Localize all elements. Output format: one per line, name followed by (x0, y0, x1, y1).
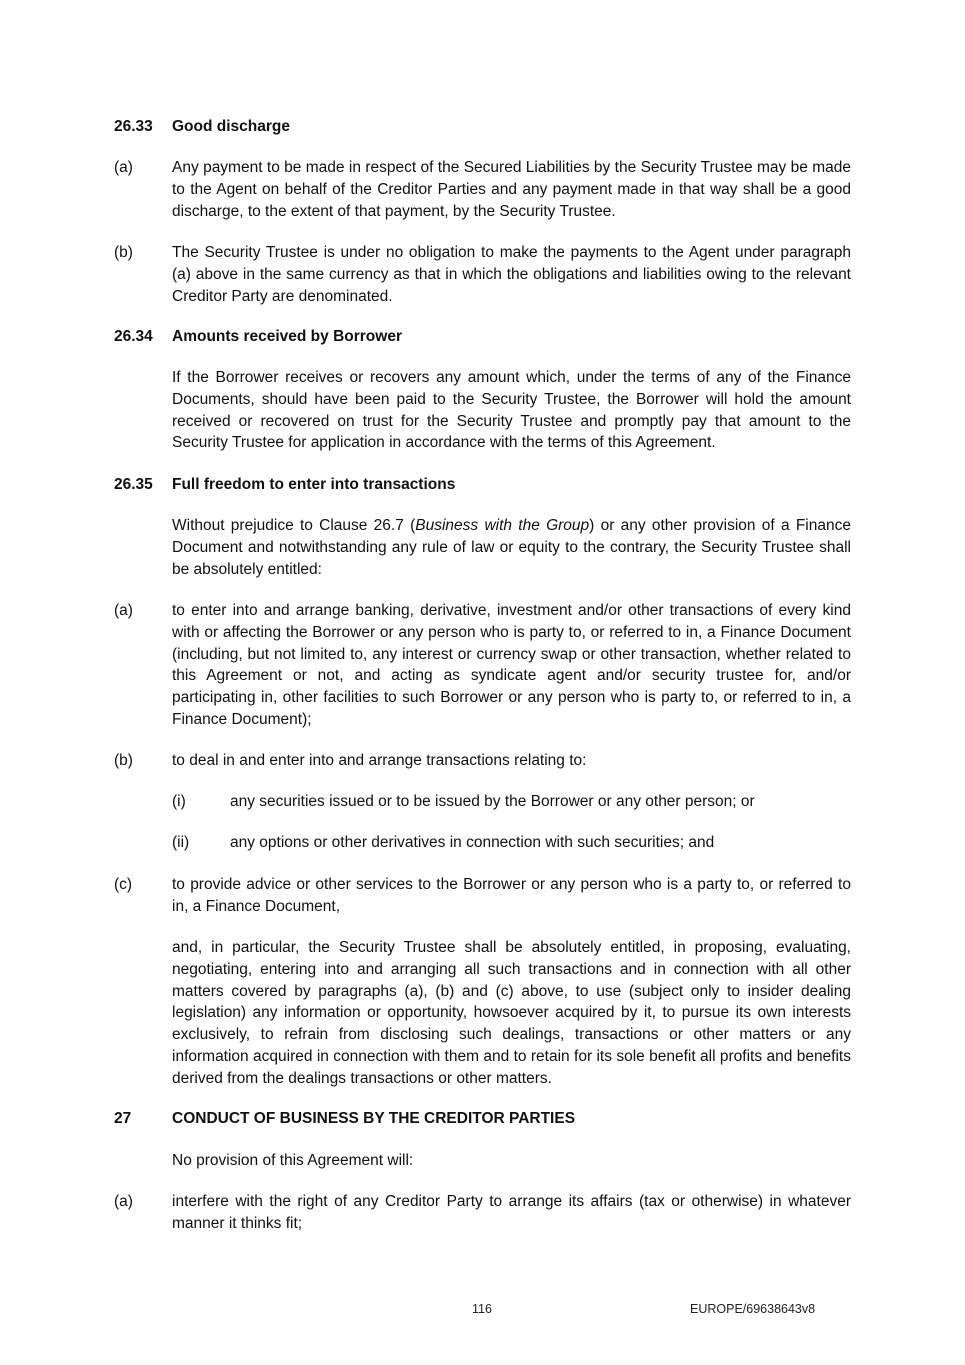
paragraph-text: to deal in and enter into and arrange transactions relating to: (172, 752, 587, 769)
paragraph-label: (a) (114, 602, 133, 619)
paragraph-26-35-intro (172, 515, 851, 580)
clause-title: Good discharge (172, 118, 290, 135)
paragraph-text: interfere with the right of any Creditor Party to arrange its affairs (tax or otherwise) in whatever manner it thinks fit; (172, 1193, 851, 1232)
subparagraph-label: (i) (172, 793, 186, 810)
subparagraph-text: any securities issued or to be issued by the Borrower or any other person; or (230, 793, 755, 810)
paragraph-text: Any payment to be made in respect of the Secured Liabilities by the Security Trustee may be made to the Agent on behalf of the Creditor Parties and any payment made in that way shall be a good discharge, to the extent of that payment, by the Security Trustee. (172, 159, 851, 220)
paragraph-26-35-closing: and, in particular, the Security Trustee shall be absolutely entitled, in proposing, evaluating, negotiating, entering into and arranging all such transactions and in connection with all other matters covered by paragraphs (a), (b) and (c) above, to use (subject only to insider dealing legislation) any information or opportunity, howsoever acquired by it, to pursue its own interests exclusively, to refrain from disclosing such dealings, transactions or other matters or any information acquired in connection with them and to retain for its sole benefit all profits and benefits derived from the dealings transactions or other matters. (172, 939, 851, 1087)
document-reference: EUROPE/69638643v8 (690, 1302, 816, 1316)
paragraph-text: to enter into and arrange banking, derivative, investment and/or other transactions of every kind with or affecting the Borrower or any person who is party to, or referred to in, a Finance Document (including, but not limited to, any interest or currency swap or other transaction, whether related to this Agreement or not, and acting as syndicate agent and/or security trustee for, and/or participating in, other facilities to such Borrower or any person who is party to, or referred to in, a Finance Document); (172, 602, 851, 728)
paragraph-label: (a) (114, 1193, 133, 1210)
paragraph-text: to provide advice or other services to the Borrower or any person who is a party to, or referred to in, a Finance Document, (172, 876, 851, 915)
clause-number: 27 (114, 1110, 132, 1127)
clause-title: Full freedom to enter into transactions (172, 476, 456, 493)
paragraph-label: (b) (114, 752, 133, 769)
intro-text-pre: Without prejudice to Clause 26.7 ( (172, 517, 416, 534)
subparagraph-label: (ii) (172, 834, 190, 851)
intro-text-post: ) or any other provision of a Finance Document and notwithstanding any rule of law or equity to the contrary, the Security Trustee shall be absolutely entitled: (172, 517, 851, 578)
paragraph-label: (b) (114, 244, 133, 261)
clause-title: CONDUCT OF BUSINESS BY THE CREDITOR PARTIES (172, 1110, 576, 1127)
clause-title: Amounts received by Borrower (172, 328, 402, 345)
paragraph-26-34-body: If the Borrower receives or recovers any amount which, under the terms of any of the Finance Documents, should have been paid to the Security Trustee, the Borrower will hold the amount received or recovered on trust for the Security Trustee and promptly pay that amount to the Security Trustee for application in accordance with the terms of this Agreement. (172, 369, 851, 452)
page-number: 116 (472, 1302, 492, 1316)
paragraph-label: (a) (114, 159, 133, 176)
paragraph-text: The Security Trustee is under no obligation to make the payments to the Agent under paragraph (a) above in the same currency as that in which the obligations and liabilities owing to the relevant Creditor Party are denominated. (172, 244, 851, 305)
clause-number: 26.35 (114, 476, 153, 493)
subparagraph-text: any options or other derivatives in connection with such securities; and (230, 834, 715, 851)
clause-number: 26.33 (114, 118, 153, 135)
paragraph-label: (c) (114, 876, 133, 893)
intro-text-italic: Business with the Group (415, 517, 590, 534)
paragraph-27-intro: No provision of this Agreement will: (172, 1152, 414, 1169)
clause-number: 26.34 (114, 328, 153, 345)
